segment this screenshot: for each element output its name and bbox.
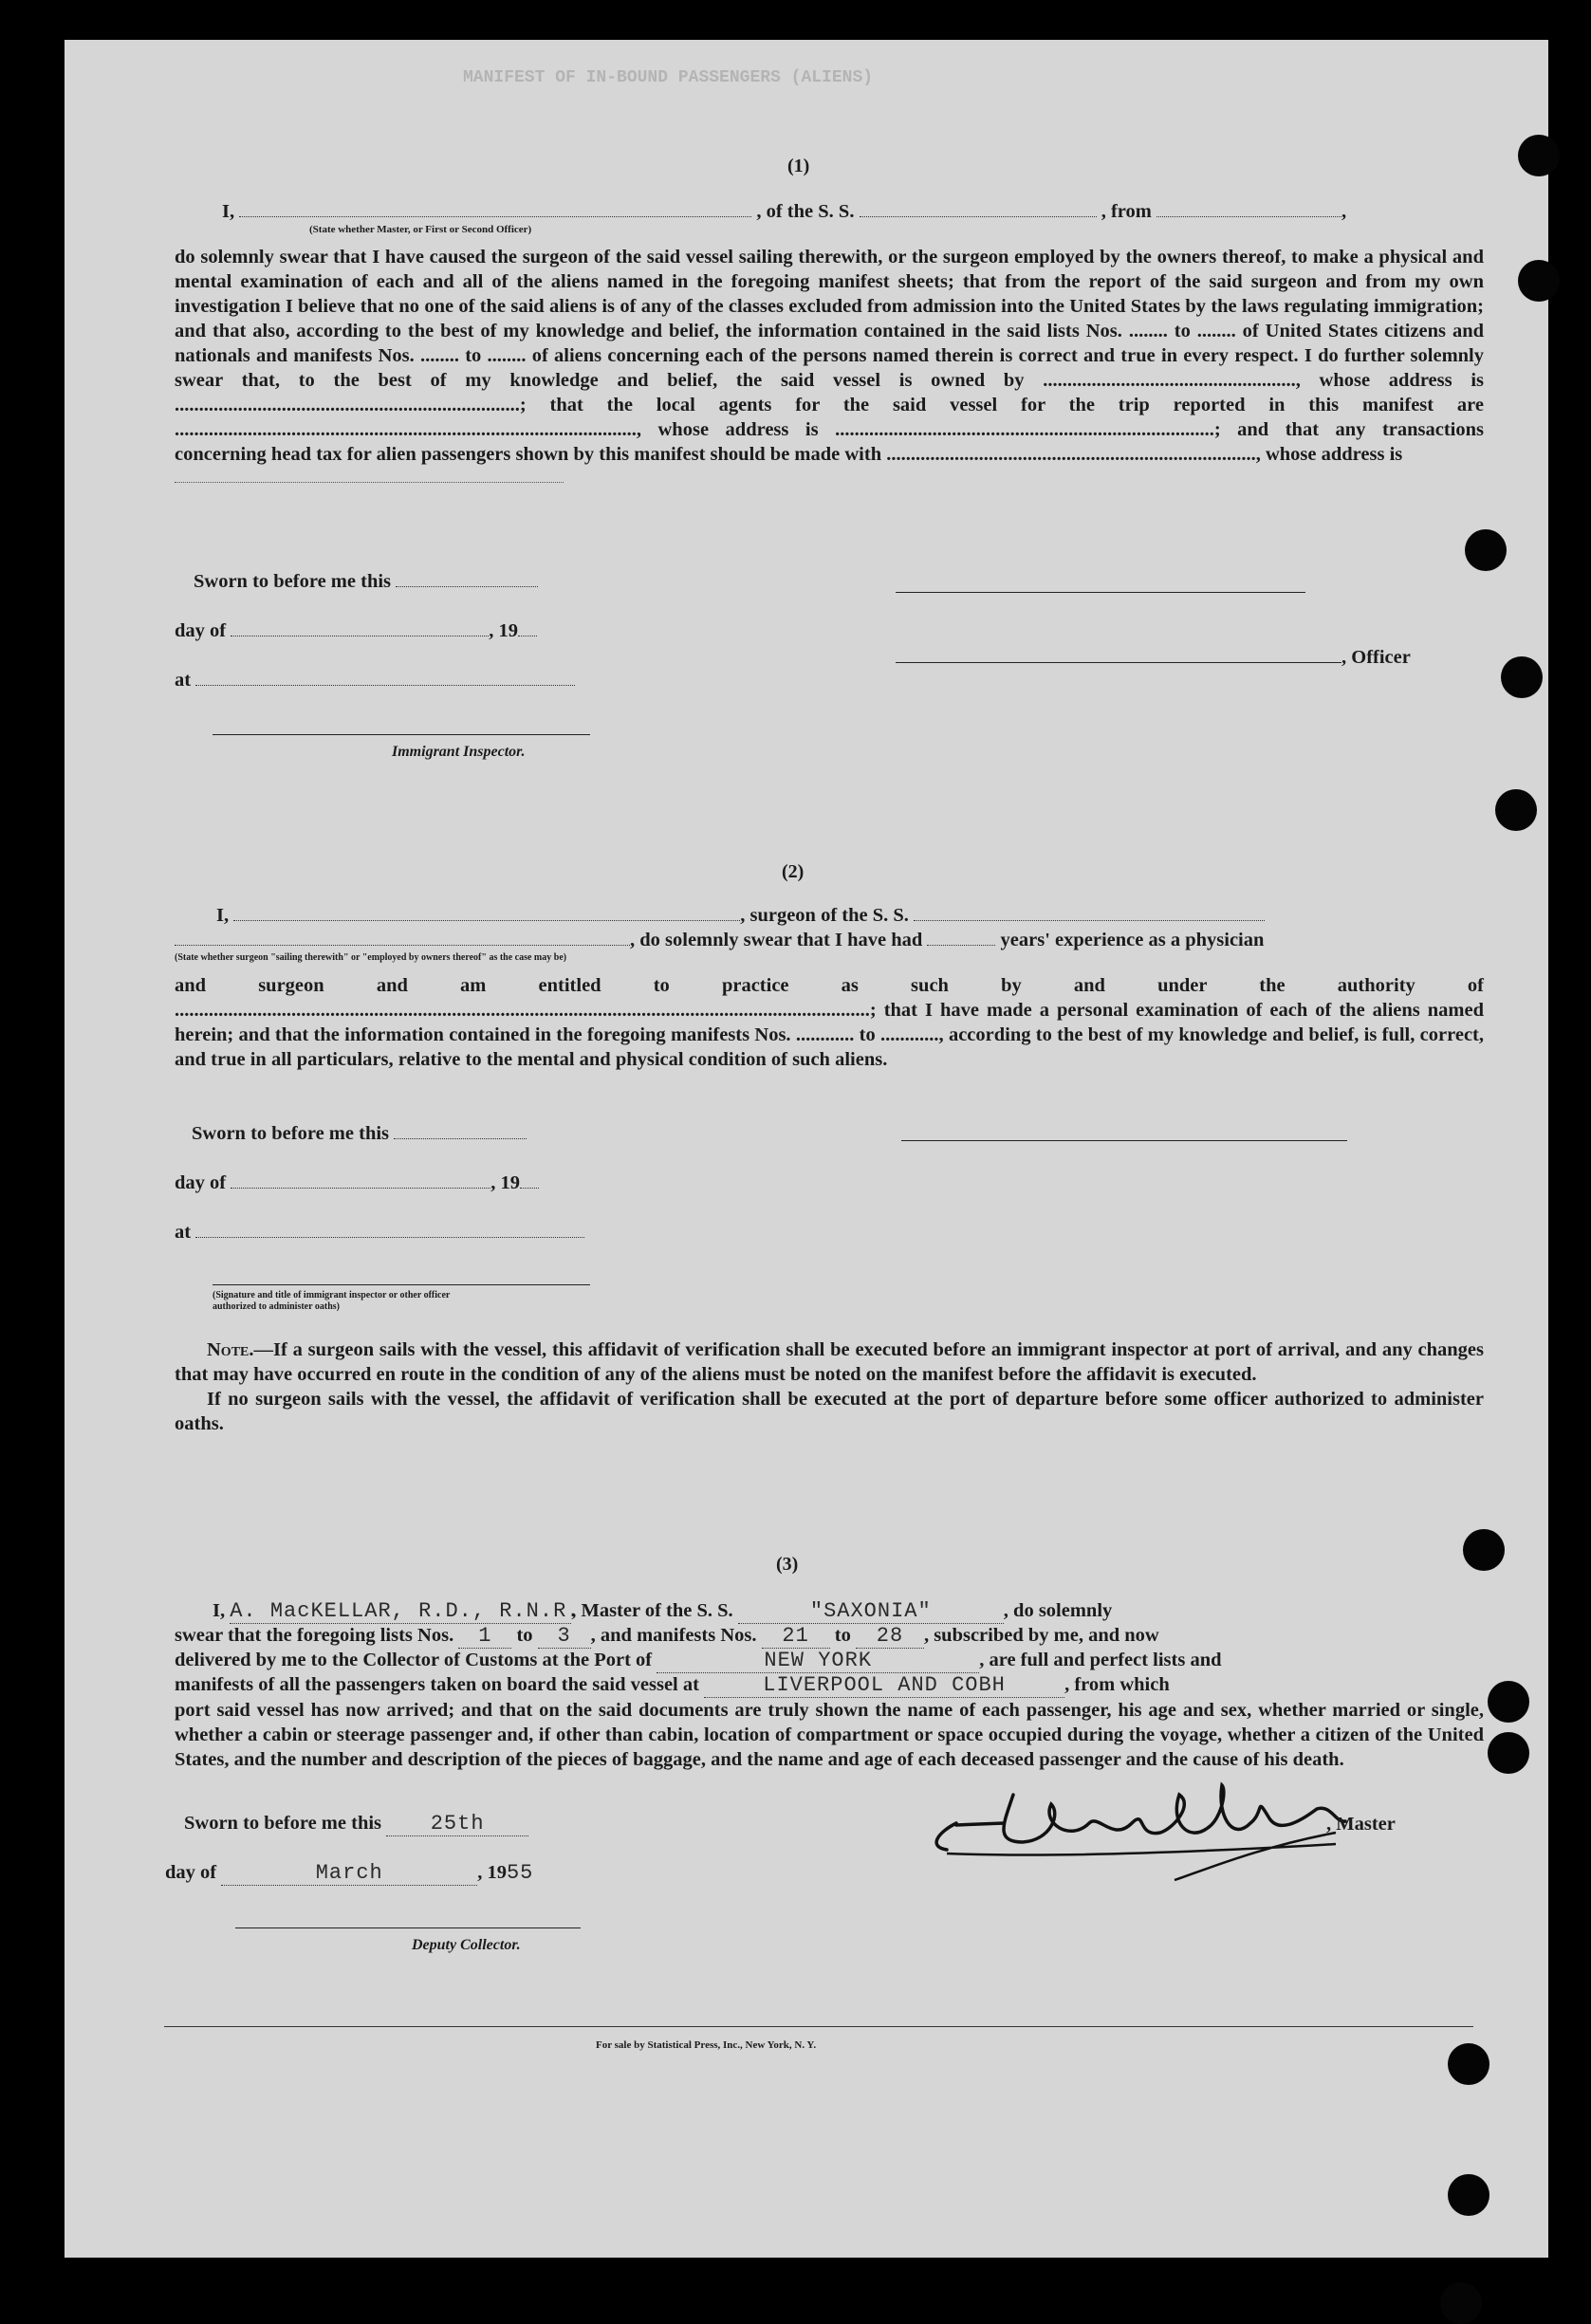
day-of-field-2[interactable]: [231, 1172, 490, 1189]
section1-day-of: day of , 19: [175, 620, 537, 642]
manifest-from-value: 21: [782, 1624, 809, 1648]
year-field-2[interactable]: [520, 1172, 539, 1189]
note-text: —If a surgeon sails with the vessel, this affidavit of verification shall be executed before an immigrant inspector at port of arrival, and any changes that may have occurred en route in the condition of any of the aliens must be noted on the manifest before the affidavit is executed.: [175, 1339, 1484, 1385]
bleed-through-text: MANIFEST OF IN-BOUND PASSENGERS (ALIENS): [463, 68, 874, 87]
section2-sworn: Sworn to before me this: [192, 1123, 527, 1145]
section1-number: (1): [787, 156, 810, 176]
day-of-field-1[interactable]: [231, 620, 489, 636]
master-name-field[interactable]: [230, 1599, 581, 1624]
surgeon-caption: (State whether surgeon "sailing therewith" or "employed by owners thereof" as the case may be): [175, 952, 567, 963]
manifest-page: [65, 40, 1548, 2258]
binder-hole: [1448, 2174, 1489, 2216]
sworn-day-field-3[interactable]: [386, 1812, 528, 1836]
deputy-collector-label: Deputy Collector.: [412, 1937, 521, 1953]
at-field-1[interactable]: [195, 670, 575, 686]
section2-at: at: [175, 1222, 584, 1244]
surgeon-type-field[interactable]: [175, 930, 630, 946]
officer-signature-line-1[interactable]: [896, 592, 1305, 593]
binder-hole: [1440, 2282, 1482, 2324]
departure-field[interactable]: [704, 1673, 1064, 1698]
master-title: , Master: [1326, 1814, 1396, 1835]
sworn-day-field-2[interactable]: [394, 1123, 527, 1139]
sworn-day-field-1[interactable]: [396, 571, 538, 587]
surgeon-signature-line[interactable]: [901, 1140, 1347, 1141]
officer-title-caption: (State whether Master, or First or Second Officer): [309, 224, 532, 235]
footer-rule: [164, 2026, 1473, 2027]
ship-name-field-3[interactable]: [738, 1599, 1004, 1624]
binder-hole: [1465, 529, 1507, 571]
section1-sworn: Sworn to before me this: [194, 571, 538, 593]
inspector-signature-line[interactable]: [213, 734, 590, 735]
port-field[interactable]: [657, 1649, 979, 1673]
inspector-signature-line-2[interactable]: [213, 1284, 590, 1285]
section3-line3: delivered by me to the Collector of Customs at the Port of NEW YORK , are full and perfect lists and: [175, 1649, 1222, 1672]
section1-officer: , Officer: [896, 647, 1411, 669]
section3-line2: swear that the foregoing lists Nos. 1 to 3 , and manifests Nos. 21 to 28 , subscribed by me, and now: [175, 1624, 1159, 1648]
section2-note: [175, 1337, 1484, 1436]
binder-hole: [1463, 1529, 1505, 1571]
section3-sworn: Sworn to before me this 25th: [184, 1812, 528, 1836]
section2-day-of: day of , 19: [175, 1172, 539, 1194]
section1-line1: I, , of the S. S. , from ,: [222, 201, 1347, 222]
binder-hole: [1518, 260, 1560, 302]
binder-hole: [1501, 656, 1543, 698]
binder-hole: [1518, 135, 1560, 176]
manifest-to-value: 28: [876, 1624, 904, 1648]
master-signature: [890, 1766, 1383, 1899]
section1-at: at: [175, 670, 575, 692]
list-from-value: 1: [478, 1624, 492, 1648]
list-to-value: 3: [557, 1624, 571, 1648]
year-field-1[interactable]: [518, 620, 537, 636]
years-experience-field[interactable]: [927, 930, 995, 946]
section1-body: [175, 245, 1484, 483]
section1-paragraph: do solemnly swear that I have caused the surgeon of the said vessel sailing therewith, or the surgeon employed by the owners thereof, to make a physical and mental examination of each and all of the aliens named in the foregoing manifest sheets; that from the report of the said surgeon and from my own investigation I believe that no one of the said aliens is of any of the classes excluded from admission into the United States by the laws regulating immigration; and that also, according to the best of my knowledge and belief, the information contained in the said lists Nos. ........ to ........ of United States citizens and nationals and manifests Nos. ........ to ........ of aliens concerning each of the persons named therein is correct and true in every respect. I do further solemnly swear that, to the best of my knowledge and belief, the said vessel is owned by ...................................................., whose address is .......................................................................; that the local agents for the said vessel for the trip reported in this manifest are ..............................................................................................., whose address is ..............................................................................; and that any transactions concerning head tax for alien passengers shown by this manifest should be made with ............................................................................, whose address is: [175, 247, 1484, 465]
section3-body: [175, 1698, 1484, 1772]
master-name-value: A. MacKELLAR, R.D., R.N.R.: [230, 1599, 581, 1623]
manifest-from-field[interactable]: [762, 1624, 830, 1649]
section2-line2: , do solemnly swear that I have had years' experience as a physician: [175, 930, 1264, 951]
deputy-collector-line[interactable]: [235, 1927, 581, 1928]
ship-name-value: "SAXONIA": [809, 1599, 932, 1623]
from-port-field-1[interactable]: [1156, 201, 1341, 217]
at-field-2[interactable]: [195, 1222, 584, 1238]
ship-name-field-2[interactable]: [914, 905, 1265, 921]
note-label: Note.: [207, 1339, 254, 1360]
binder-hole: [1488, 1732, 1529, 1774]
port-value: NEW YORK: [764, 1649, 873, 1672]
section3-day-of: day of March , 1955: [165, 1861, 534, 1885]
printer-footer: For sale by Statistical Press, Inc., New York, N. Y.: [596, 2039, 817, 2051]
surgeon-name-field[interactable]: [233, 905, 740, 921]
binder-hole: [1448, 2043, 1489, 2085]
list-to-field[interactable]: [538, 1624, 591, 1649]
section3-number: (3): [776, 1554, 799, 1575]
ship-name-field-1[interactable]: [860, 201, 1097, 217]
section2-body: [175, 973, 1484, 1072]
month-field[interactable]: [221, 1861, 477, 1886]
section3-line1: I, A. MacKELLAR, R.D., R.N.R., Master of the S. S. "SAXONIA" , do solemnly: [213, 1599, 1113, 1623]
note-text-2: If no surgeon sails with the vessel, the affidavit of verification shall be executed at the port of departure before some officer authorized to administer oaths.: [175, 1389, 1484, 1434]
month-value: March: [315, 1861, 383, 1885]
list-from-field[interactable]: [458, 1624, 511, 1649]
section2-number: (2): [782, 861, 805, 882]
sworn-day-value: 25th: [430, 1812, 485, 1835]
signature-caption: (Signature and title of immigrant inspector or other officer authorized to administer oaths): [213, 1290, 451, 1312]
section2-line1: I, , surgeon of the S. S.: [216, 905, 1265, 927]
binder-hole: [1495, 789, 1537, 831]
officer-signature-line-2[interactable]: [896, 662, 1341, 663]
officer-title-field[interactable]: [239, 201, 751, 217]
year-value: 55: [506, 1861, 534, 1885]
manifest-to-field[interactable]: [856, 1624, 924, 1649]
binder-hole: [1488, 1681, 1529, 1723]
section3-paragraph: port said vessel has now arrived; and that on the said documents are truly shown the name of each passenger, his age and sex, whether married or single, whether a cabin or steerage passenger and, if other than cabin, location of compartment or space occupied during the voyage, whether a citizen of the United States, and the number and description of the pieces of baggage, and the name and age of each deceased passenger and the cause of his death.: [175, 1700, 1484, 1770]
section2-paragraph: and surgeon and am entitled to practice as such by and under the authority of ...............................................................................................................................................; that I have made a personal examination of each of the aliens named herein; and that the information contained in the foregoing manifests Nos. ............ to ............, according to the best of my knowledge and belief, is full, correct, and true in all particulars, relative to the mental and physical condition of such aliens.: [175, 975, 1484, 1070]
address-continuation-line[interactable]: [175, 482, 564, 483]
departure-value: LIVERPOOL AND COBH: [763, 1673, 1006, 1697]
section3-line4: manifests of all the passengers taken on board the said vessel at LIVERPOOL AND COBH , from which: [175, 1673, 1170, 1697]
immigrant-inspector-label: Immigrant Inspector.: [392, 744, 526, 760]
